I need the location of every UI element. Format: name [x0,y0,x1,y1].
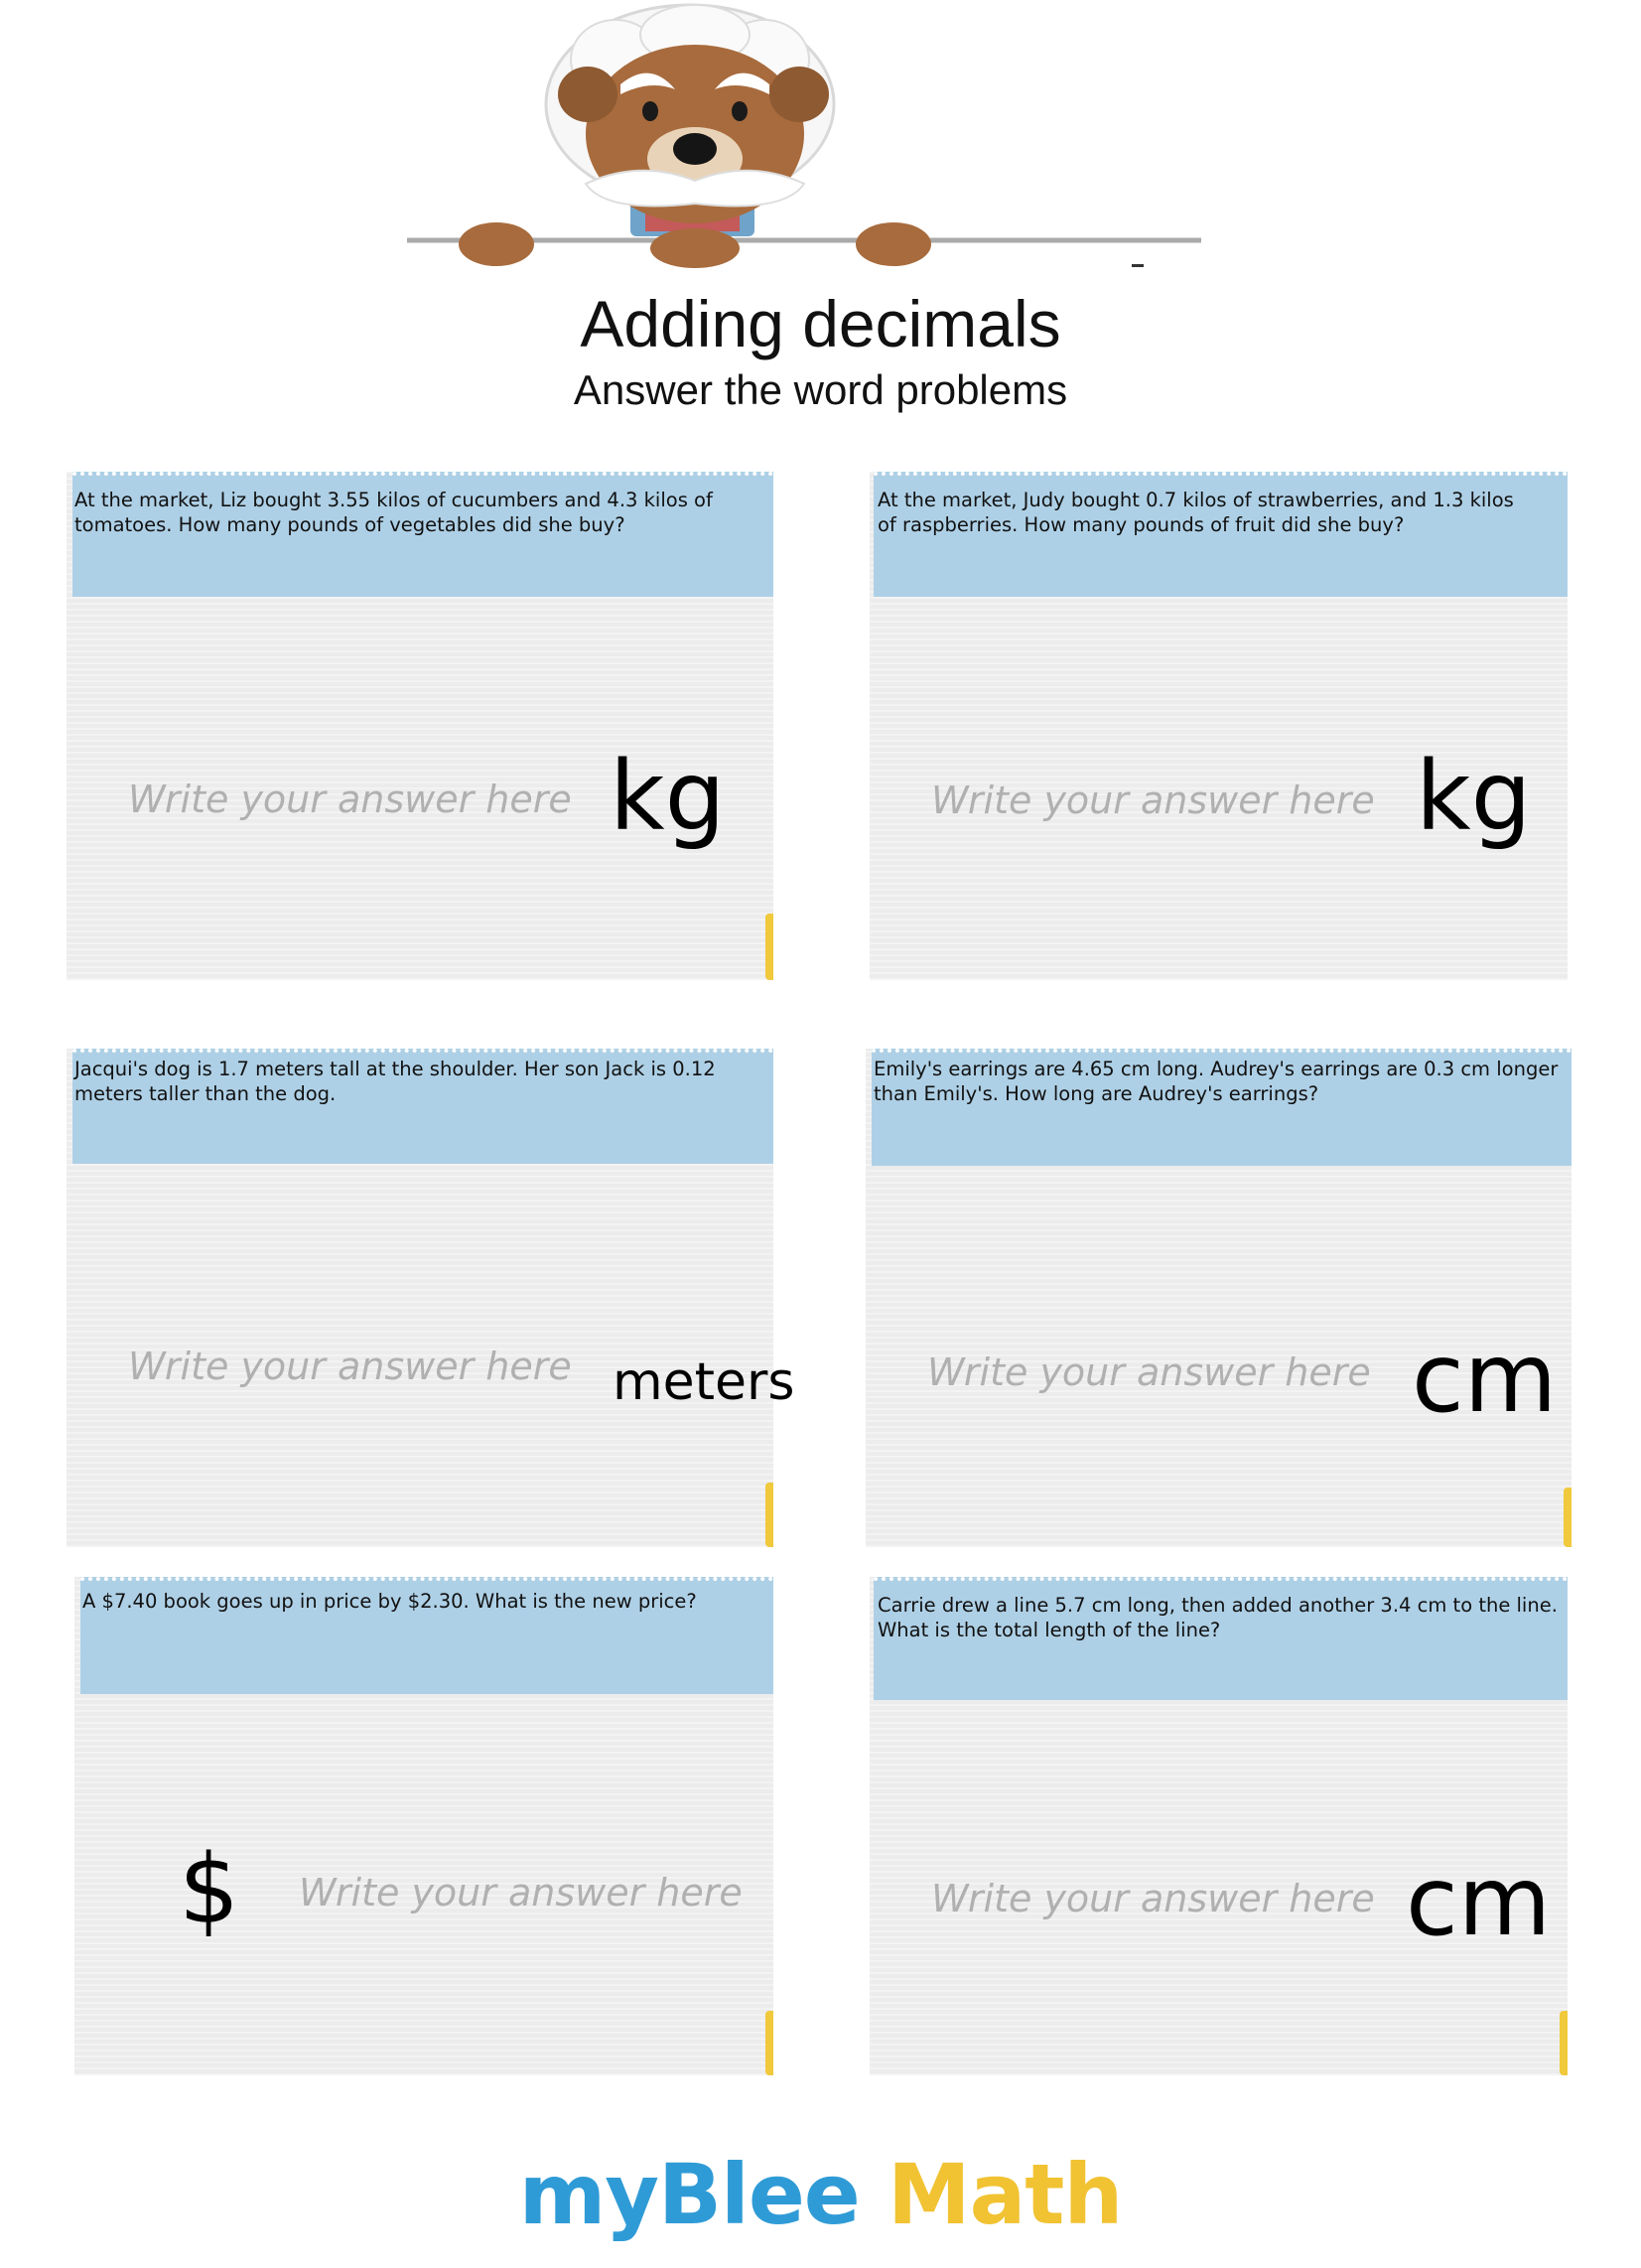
answer-input[interactable]: Write your answer here [927,1350,1371,1394]
page-subtitle: Answer the word problems [573,366,1068,413]
problem-card-5 [74,1577,773,2075]
logo-part-myblee: myBlee [518,2146,860,2243]
unit-label: kg [1416,741,1532,852]
answer-input[interactable]: Write your answer here [128,1345,572,1388]
page-title: Adding decimals [580,287,1061,360]
unit-label: cm [1412,1323,1558,1434]
answer-input[interactable]: Write your answer here [931,779,1375,822]
question-text: Jacqui's dog is 1.7 meters tall at the shoulder. Her son Jack is 0.12 meters taller than the dog. [74,1058,716,1105]
question-text: A $7.40 book goes up in price by $2.30. What is the new price? [82,1590,697,1613]
mascot-illustration [407,0,1211,273]
problem-card-2 [870,472,1568,980]
brand-logo [0,2145,1641,2244]
card-tab [765,1483,773,1547]
unit-label: meters [613,1352,795,1412]
logo-part-math: Math [888,2146,1123,2243]
card-tab [1560,2011,1568,2075]
problem-card-6 [870,1577,1568,2075]
card-tab [765,2011,773,2075]
card-tab [765,914,773,980]
answer-input[interactable]: Write your answer here [931,1877,1375,1920]
problem-card-1 [67,472,773,980]
answer-input[interactable]: Write your answer here [299,1871,743,1914]
problem-card-4 [866,1049,1572,1547]
question-text: At the market, Judy bought 0.7 kilos of strawberries, and 1.3 kilos of raspberries. How many pounds of fruit did she buy? [878,489,1514,536]
unit-label: $ [179,1834,240,1945]
unit-label: cm [1406,1846,1552,1957]
problem-card-3 [67,1049,795,1547]
answer-input[interactable]: Write your answer here [128,778,572,821]
question-text: At the market, Liz bought 3.55 kilos of cucumbers and 4.3 kilos of tomatoes. How many pounds of vegetables did she buy? [74,489,713,536]
question-text: Carrie drew a line 5.7 cm long, then added another 3.4 cm to the line. What is the total length of the line? [878,1594,1558,1641]
question-text: Emily's earrings are 4.65 cm long. Audrey's earrings are 0.3 cm longer than Emily's. How long are Audrey's earrings? [874,1058,1559,1105]
unit-label: kg [610,741,726,852]
card-tab [1564,1488,1572,1547]
